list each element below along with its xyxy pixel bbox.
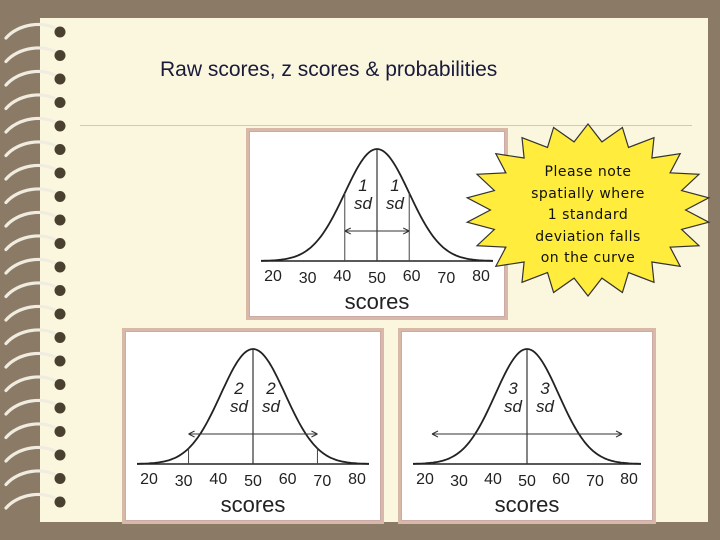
- sd-label: sd: [230, 397, 248, 416]
- tick-label: 50: [244, 473, 262, 490]
- tick-label: 20: [264, 268, 282, 285]
- spiral-ring: [6, 306, 58, 320]
- tick-label: 80: [348, 471, 366, 488]
- spiral-ring: [6, 165, 58, 179]
- spiral-ring: [6, 212, 58, 226]
- tick-label: 30: [298, 270, 317, 287]
- ring-hole: [55, 262, 66, 273]
- callout-line: on the curve: [540, 250, 636, 266]
- tick-label: 70: [313, 473, 332, 490]
- tick-label: 60: [402, 268, 421, 285]
- tick-label: 30: [450, 473, 468, 490]
- ring-hole: [55, 97, 66, 108]
- spiral-ring: [6, 236, 58, 250]
- spiral-ring: [6, 400, 58, 414]
- ring-hole: [55, 379, 66, 390]
- ring-hole: [55, 473, 66, 484]
- ring-hole: [55, 74, 66, 85]
- sd-label: sd: [504, 397, 522, 416]
- tick-label: 20: [416, 471, 434, 488]
- ring-hole: [55, 285, 66, 296]
- spiral-ring: [6, 142, 58, 156]
- sd-count-right: 3: [540, 379, 550, 398]
- tick-label: 50: [518, 473, 536, 490]
- callout-line: deviation falls: [535, 228, 641, 245]
- callout-line: 1 standard: [547, 207, 629, 223]
- ring-hole: [55, 191, 66, 202]
- sd-label: sd: [354, 194, 372, 213]
- tick-label: 80: [472, 268, 490, 285]
- spiral-binding: [0, 0, 80, 540]
- ring-hole: [55, 356, 66, 367]
- sd-count-right: 2: [266, 379, 276, 398]
- tick-label: 70: [586, 473, 604, 490]
- ring-hole: [55, 332, 66, 343]
- ring-hole: [55, 144, 66, 155]
- sd-label: sd: [386, 194, 404, 213]
- spiral-ring: [6, 24, 58, 38]
- tick-label: 40: [333, 268, 352, 285]
- spiral-ring: [6, 189, 58, 203]
- tick-label: 70: [437, 270, 456, 287]
- callout-line: Please note: [544, 164, 632, 180]
- tick-label: 50: [368, 270, 386, 287]
- spiral-ring: [6, 259, 58, 273]
- ring-hole: [55, 426, 66, 437]
- curve-panel-3sd: [398, 328, 656, 524]
- ring-hole: [55, 168, 66, 179]
- spiral-ring: [6, 95, 58, 109]
- sd-count-right: 1: [390, 176, 400, 195]
- ring-hole: [55, 50, 66, 61]
- ring-hole: [55, 403, 66, 414]
- spiral-ring: [6, 447, 58, 461]
- ring-hole: [55, 309, 66, 320]
- slide-title: Raw scores, z scores & probabilities: [160, 58, 498, 81]
- curve-panel-2sd: [122, 328, 384, 524]
- tick-label: 20: [140, 471, 158, 488]
- ring-hole: [55, 238, 66, 249]
- ring-hole: [55, 27, 66, 38]
- spiral-ring: [6, 118, 58, 132]
- spiral-ring: [6, 48, 58, 62]
- tick-label: 40: [209, 471, 228, 488]
- ring-hole: [55, 450, 66, 461]
- spiral-ring: [6, 71, 58, 85]
- ring-hole: [55, 215, 66, 226]
- sd-label: sd: [262, 397, 280, 416]
- spiral-ring: [6, 471, 58, 485]
- axis-label: scores: [344, 289, 410, 314]
- spiral-ring: [6, 353, 58, 367]
- callout-text: [508, 162, 668, 270]
- ring-hole: [55, 497, 66, 508]
- tick-label: 30: [174, 473, 193, 490]
- tick-label: 80: [620, 471, 638, 488]
- sd-label: sd: [536, 397, 554, 416]
- axis-label: scores: [220, 492, 286, 517]
- callout-line: spatially where: [531, 185, 645, 202]
- spiral-ring: [6, 283, 58, 297]
- spiral-ring: [6, 424, 58, 438]
- spiral-ring: [6, 330, 58, 344]
- sd-count-left: 2: [234, 379, 244, 398]
- spiral-ring: [6, 494, 58, 508]
- spiral-ring: [6, 377, 58, 391]
- tick-label: 40: [484, 471, 502, 488]
- sd-count-left: 3: [508, 379, 518, 398]
- axis-label: scores: [494, 492, 560, 517]
- ring-hole: [55, 121, 66, 132]
- tick-label: 60: [552, 471, 570, 488]
- tick-label: 60: [278, 471, 297, 488]
- sd-count-left: 1: [358, 176, 368, 195]
